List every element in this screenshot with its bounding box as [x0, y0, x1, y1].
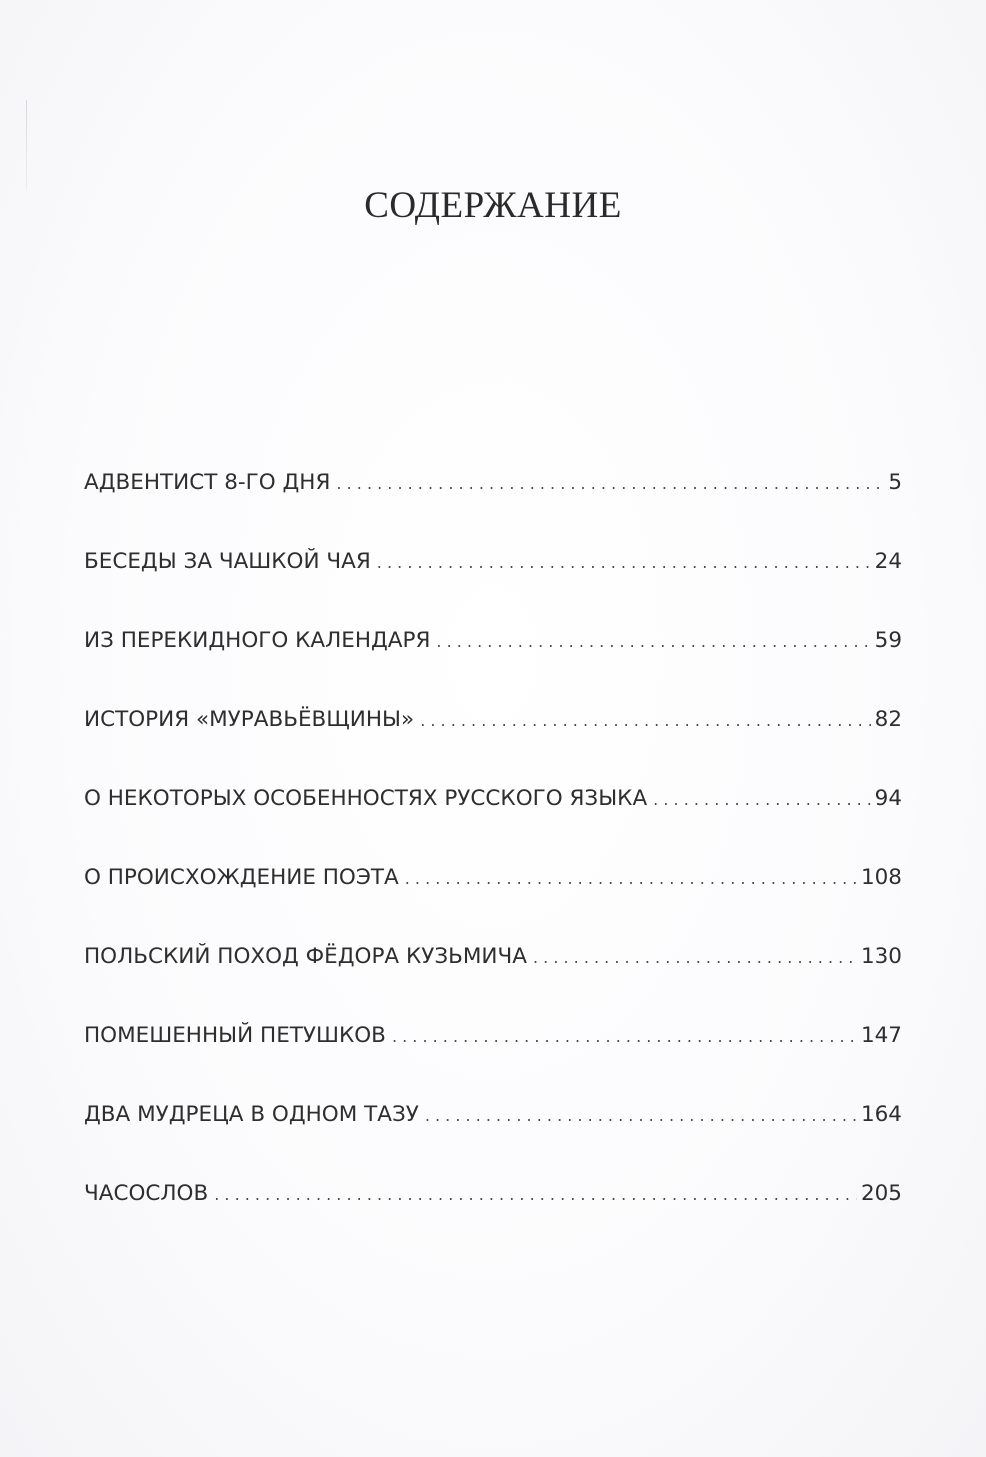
- toc-entry-page: 147: [860, 1023, 902, 1048]
- toc-entry-title: О НЕКОТОРЫХ ОСОБЕННОСТЯХ РУССКОГО ЯЗЫКА: [84, 786, 648, 811]
- toc-entry-page: 205: [860, 1181, 902, 1206]
- toc-entry-page: 164: [860, 1102, 902, 1127]
- toc-entry-title: ИСТОРИЯ «МУРАВЬЁВЩИНЫ»: [84, 707, 415, 732]
- toc-entry[interactable]: [84, 786, 902, 865]
- toc-entry-page: 59: [874, 628, 902, 653]
- toc-entry-title: ЧАСОСЛОВ: [84, 1181, 209, 1206]
- toc-entry-title: ПОМЕШЕННЫЙ ПЕТУШКОВ: [84, 1023, 386, 1048]
- toc-entry-title: О ПРОИСХОЖДЕНИЕ ПОЭТА: [84, 865, 399, 890]
- dot-leader: [436, 632, 870, 651]
- toc-entry-title: БЕСЕДЫ ЗА ЧАШКОЙ ЧАЯ: [84, 549, 371, 574]
- dot-leader: [377, 553, 871, 572]
- page-title: СОДЕРЖАНИЕ: [364, 185, 622, 226]
- toc-entry-title: ИЗ ПЕРЕКИДНОГО КАЛЕНДАРЯ: [84, 628, 431, 653]
- dot-leader: [214, 1185, 857, 1204]
- toc-entry[interactable]: [84, 628, 902, 707]
- dot-leader: [336, 474, 884, 493]
- table-of-contents: [84, 470, 902, 1260]
- toc-entry-page: 130: [860, 944, 902, 969]
- toc-entry-page: 24: [874, 549, 902, 574]
- toc-entry[interactable]: [84, 865, 902, 944]
- toc-entry-page: 94: [874, 786, 902, 811]
- page-edge-mark: [26, 100, 27, 190]
- dot-leader: [425, 1106, 857, 1125]
- toc-entry-page: 108: [860, 865, 902, 890]
- dot-leader: [392, 1027, 857, 1046]
- dot-leader: [653, 790, 870, 809]
- toc-entry-title: ДВА МУДРЕЦА В ОДНОМ ТАЗУ: [84, 1102, 419, 1127]
- toc-entry[interactable]: [84, 707, 902, 786]
- toc-entry-page: 5: [888, 470, 902, 495]
- dot-leader: [405, 869, 857, 888]
- dot-leader: [420, 711, 870, 730]
- toc-entry[interactable]: [84, 944, 902, 1023]
- toc-entry-page: 82: [874, 707, 902, 732]
- toc-entry[interactable]: [84, 1181, 902, 1260]
- dot-leader: [533, 948, 857, 967]
- toc-entry[interactable]: [84, 470, 902, 549]
- toc-entry[interactable]: [84, 549, 902, 628]
- toc-entry-title: ПОЛЬСКИЙ ПОХОД ФЁДОРА КУЗЬМИЧА: [84, 944, 527, 969]
- toc-entry[interactable]: [84, 1023, 902, 1102]
- toc-entry-title: АДВЕНТИСТ 8-ГО ДНЯ: [84, 470, 331, 495]
- toc-entry[interactable]: [84, 1102, 902, 1181]
